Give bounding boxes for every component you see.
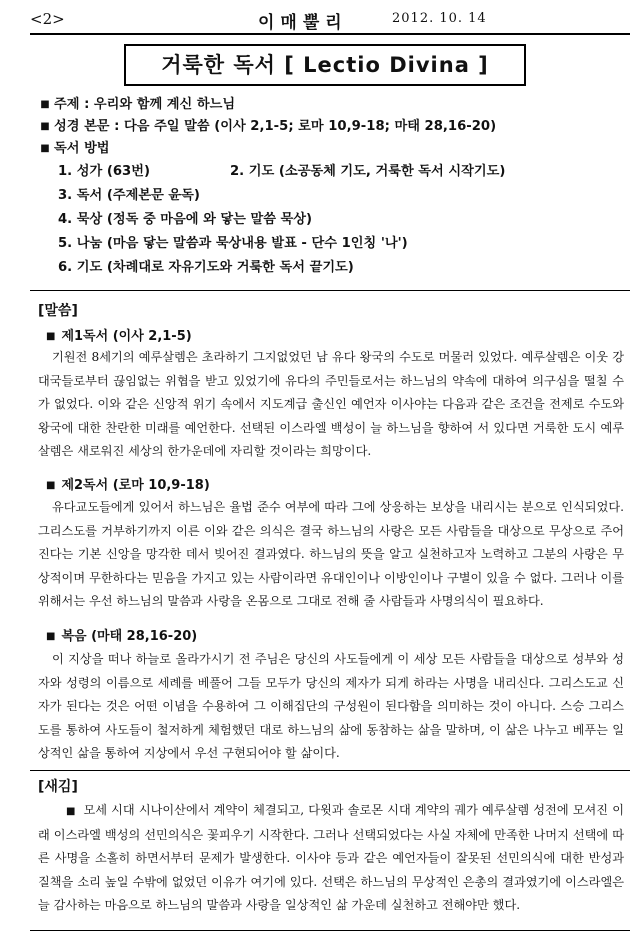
step-row-1 xyxy=(58,160,616,184)
step-5: 5. 나눔 (마음 닿는 말씀과 묵상내용 발표 - 단수 1인칭 '나') xyxy=(58,236,408,251)
first-reading-title: 제1독서 (이사 2,1-5) xyxy=(61,329,192,344)
gospel-text: 이 지상을 떠나 하늘로 올라가시기 전 주님은 당신의 사도들에게 이 세상 모든 사람들을 대상으로 성부와 성자와 성령의 이름으로 세례를 베풀어 그들 모두가 당신의 제자가 되게 하라는 사명을 내리신다. 그리스도교 신자가 된다는 것은 어떤 이념을 수용하여 그 이해집단의 구성원이 된다함을 의미하는 것이 아니다. 스승 그리스도를 통하여 사도들이 철저하게 체험했던 대로 하느님의 삶에 동참하는 삶을 말하며, 이 삶은 나누고 베푸는 일상적인 삶을 통하여 지상에서 우선 구현되어야 할 삶이다. xyxy=(38,652,624,760)
gospel-title: 복음 (마태 28,16-20) xyxy=(61,629,198,644)
second-reading-title: 제2독서 (로마 10,9-18) xyxy=(61,478,210,493)
method-row xyxy=(36,138,616,160)
newsletter-name: 이매뿔리 xyxy=(258,13,348,33)
first-reading-text: 기원전 8세기의 예루살렘은 초라하기 그지없었던 남 유다 왕국의 수도로 머물러 있었다. 예루살렘은 이웃 강대국들로부터 끊임없는 위협을 받고 있었기에 유다의 주민들로서는 하느님의 약속에 대하여 의구심을 떨칠 수가 없었다. 이와 같은 신앙적 위기 속에서 지도계급 출신인 예언자 이사야는 다음과 같은 조건을 전제로 수도와 왕국에 대한 찬란한 미래를 예언한다. 선택된 이스라엘 백성이 늘 하느님을 향하여 서 있다면 거룩한 도시 예루살렘은 새로워진 세상의 한가운데에 자리할 것이라는 희망이다. xyxy=(38,350,624,458)
method-text: 독서 방법 xyxy=(54,141,110,156)
footer-rule xyxy=(30,930,630,931)
scripture-row xyxy=(36,116,616,138)
step-2: 2. 기도 (소공동체 기도, 거룩한 독서 시작기도) xyxy=(230,164,506,179)
step-3: 3. 독서 (주제본문 윤독) xyxy=(58,188,200,203)
reflection-section-label: [새김] xyxy=(38,779,78,795)
page-number: <2> xyxy=(30,10,65,28)
reading-info xyxy=(36,94,616,280)
step-6: 6. 기도 (차례대로 자유기도와 거룩한 독서 끝기도) xyxy=(58,260,354,275)
theme-text: 주제 : 우리와 함께 계신 하느님 xyxy=(54,97,236,112)
square-bullet-icon: ■ xyxy=(40,121,50,132)
issue-date: 2012. 10. 14 xyxy=(392,11,487,26)
theme-row xyxy=(36,94,616,116)
square-bullet-icon: ■ xyxy=(40,143,50,154)
section-divider xyxy=(30,290,630,291)
first-reading-heading xyxy=(46,325,192,344)
scripture-text: 성경 본문 : 다음 주일 말씀 (이사 2,1-5; 로마 10,9-18; 마태 28,16-20) xyxy=(54,119,497,134)
page-title: 거룩한 독서 [ Lectio Divina ] xyxy=(124,44,526,86)
reflection-text: 모세 시대 시나이산에서 계약이 체결되고, 다윗과 솔로몬 시대 계약의 궤가 예루살렘 성전에 모셔진 이래 이스라엘 백성의 선민의식은 꽃피우기 시작한다. 그러나 선택되었다는 사실 자체에 만족한 나머지 선택에 따른 사명을 소홀히 하면서부터 문제가 발생한다. 이사야 등과 같은 예언자들이 잘못된 선민의식에 대한 반성과 질책을 소리 높일 수밖에 없었던 이유가 여기에 있다. 선택은 하느님의 무상적인 은총의 결과였기에 이스라엘은 늘 감사하는 마음으로 하느님의 말씀과 사랑을 일상적인 삶 가운데 실천하고 전해야만 했다. xyxy=(38,803,624,912)
page-header xyxy=(30,8,630,34)
gospel-heading xyxy=(46,625,197,644)
step-1: 1. 성가 (63번) xyxy=(58,164,150,179)
square-bullet-icon: ■ xyxy=(40,99,50,110)
reflection-paragraph xyxy=(38,799,624,918)
header-rule xyxy=(30,33,630,35)
section-divider xyxy=(30,770,630,771)
square-bullet-icon: ■ xyxy=(46,331,56,342)
step-4: 4. 묵상 (정독 중 마음에 와 닿는 말씀 묵상) xyxy=(58,212,313,227)
square-bullet-icon: ■ xyxy=(66,806,76,817)
square-bullet-icon: ■ xyxy=(46,631,56,642)
word-section-label: [말씀] xyxy=(38,303,78,319)
method-steps xyxy=(58,160,616,280)
second-reading-heading xyxy=(46,474,210,493)
second-reading-text: 유다교도들에게 있어서 하느님은 율법 준수 여부에 따라 그에 상응하는 보상을 내리시는 분으로 인식되었다. 그리스도를 거부하기까지 이른 이와 같은 의식은 결국 하느님의 사랑은 모든 사람들을 대상으로 무상으로 주어진다는 기본 신앙을 망각한 데서 빚어진 결과였다. 하느님의 뜻을 알고 실천하고자 노력하고 그분의 사랑은 무상적이며 무한하다는 믿음을 가지고 있는 사람이라면 유대인이나 이방인이나 구별이 있을 수 없다. 그러나 이를 위해서는 우선 하느님의 말씀과 사랑을 온몸으로 그대로 전해 줄 사람들과 사명의식이 필요하다. xyxy=(38,500,624,608)
square-bullet-icon: ■ xyxy=(46,480,56,491)
